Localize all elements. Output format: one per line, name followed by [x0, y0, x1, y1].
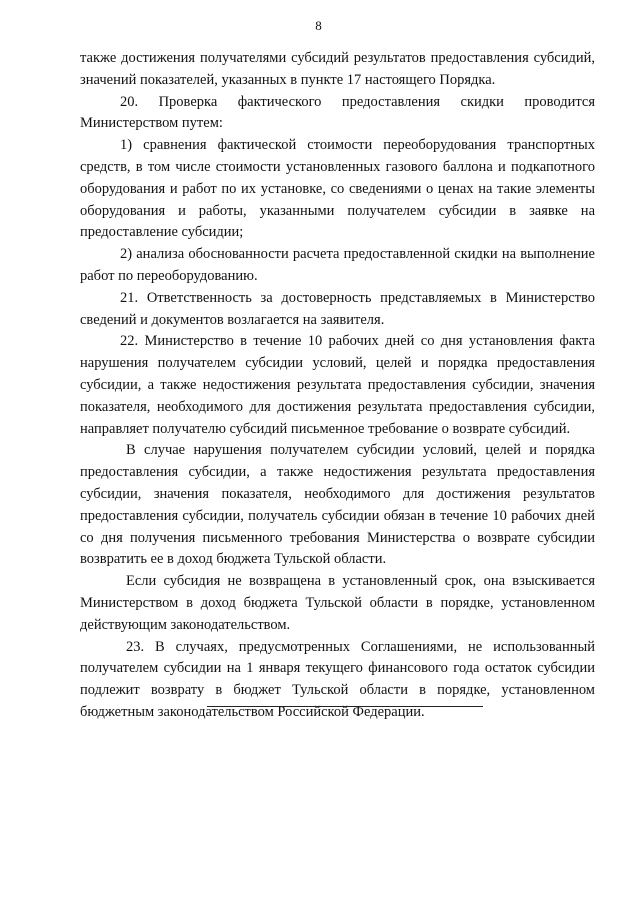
paragraph-recovery: Если субсидия не возвращена в установленный срок, она взыскивается Министерством в доход бюджета Тульской области в порядке, установленном действующим законодательством. — [80, 573, 595, 633]
paragraph-item-20: 20. Проверка фактического предоставления скидки проводится Министерством путем: — [80, 93, 595, 132]
paragraph-subitem-1: 1) сравнения фактической стоимости переоборудования транспортных средств, в том числе стоимости установленных газового баллона и подкапотного оборудования и работ по их установке, со сведениями о ценах на такие элементы оборудования и работы, указанными получателем субсидии в заявке на предоставление субсидии; — [80, 137, 595, 241]
end-separator-line — [207, 706, 483, 707]
document-body — [80, 48, 595, 724]
page-number: 8 — [315, 18, 322, 33]
paragraph-subitem-2: 2) анализа обоснованности расчета предоставленной скидки на выполнение работ по переоборудованию. — [80, 246, 595, 284]
paragraph-continuation: также достижения получателями субсидий результатов предоставления субсидий, значений показателей, указанных в пункте 17 настоящего Порядка. — [80, 50, 595, 88]
paragraph-violation-case: В случае нарушения получателем субсидии условий, целей и порядка предоставления субсидии, а также недостижения результата предоставления субсидии, значения показателя, необходимого для достижения результатов предоставления субсидии, получатель субсидии обязан в течение 10 рабочих дней со дня получения письменного требования Министерства о возврате субсидии возвратить ее в доход бюджета Тульской области. — [80, 442, 595, 568]
paragraph-item-21: 21. Ответственность за достоверность представляемых в Министерство сведений и документов возлагается на заявителя. — [80, 289, 595, 328]
paragraph-item-22: 22. Министерство в течение 10 рабочих дней со дня установления факта нарушения получателем субсидии условий, целей и порядка предоставления субсидии, а также недостижения результата предоставления субсидии, значения показателя, необходимого для достижения результата предоставления субсидии, направляет получателю субсидий письменное требование о возврате субсидий. — [80, 333, 595, 437]
paragraph-item-23: 23. В случаях, предусмотренных Соглашениями, не использованный получателем субсидии на 1 января текущего финансового года остаток субсидии подлежит возврату в бюджет Тульской области в порядке, установленном бюджетным законодательством Российской Федерации. — [80, 638, 595, 720]
